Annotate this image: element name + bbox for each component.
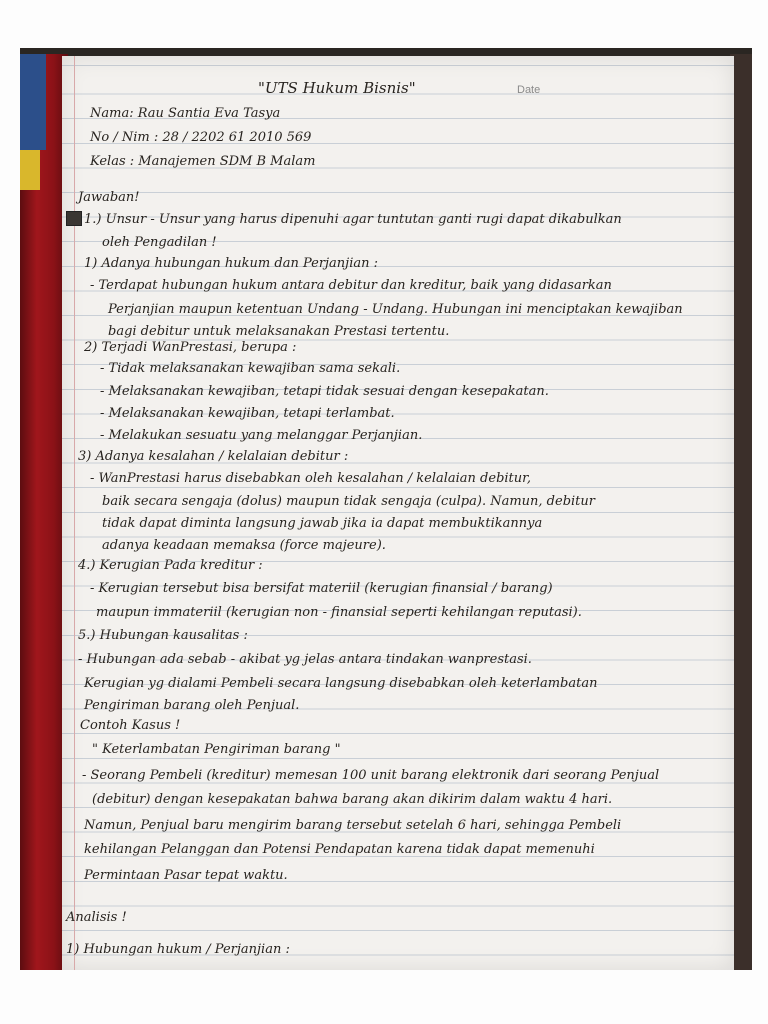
book-cover-blue: [20, 54, 46, 150]
date-label: Date: [517, 84, 541, 96]
handwritten-line: maupun immateriil (kerugian non - finansial seperti kehilangan reputasi).: [96, 605, 582, 620]
handwritten-line: adanya keadaan memaksa (force majeure).: [102, 538, 386, 553]
notebook-page: [62, 56, 734, 970]
handwritten-line: 5.) Hubungan kausalitas :: [78, 628, 248, 643]
case-heading: Contoh Kasus !: [80, 718, 181, 733]
handwritten-line: - Terdapat hubungan hukum antara debitur dan kreditur, baik yang didasarkan: [90, 278, 612, 293]
handwritten-line: 2) Terjadi WanPrestasi, berupa :: [84, 340, 297, 355]
handwritten-line: 3) Adanya kesalahan / kelalaian debitur :: [78, 449, 349, 464]
handwritten-line: bagi debitur untuk melaksanakan Prestasi tertentu.: [108, 324, 450, 339]
handwritten-line: tidak dapat diminta langsung jawab jika ia dapat membuktikannya: [102, 516, 543, 531]
handwritten-line: 1) Hubungan hukum / Perjanjian :: [66, 942, 290, 957]
handwritten-line: - WanPrestasi harus disebabkan oleh kesalahan / kelalaian debitur,: [90, 471, 532, 486]
handwritten-line: - Hubungan ada sebab - akibat yg jelas antara tindakan wanprestasi.: [78, 652, 532, 667]
answer-heading: Jawaban!: [78, 190, 140, 205]
handwritten-line: - Melaksanakan kewajiban, tetapi tidak sesuai dengan kesepakatan.: [100, 384, 549, 399]
class-line: Kelas : Manajemen SDM B Malam: [90, 154, 316, 169]
page-title: "UTS Hukum Bisnis": [258, 79, 416, 97]
handwritten-line: kehilangan Pelanggan dan Potensi Pendapatan karena tidak dapat memenuhi: [84, 842, 595, 857]
margin-line: [74, 56, 75, 970]
handwritten-line: - Seorang Pembeli (kreditur) memesan 100 unit barang elektronik dari seorang Penjual: [82, 768, 660, 783]
notebook-spine: [20, 54, 68, 970]
handwritten-line: 4.) Kerugian Pada kreditur :: [78, 558, 263, 573]
handwritten-line: - Melaksanakan kewajiban, tetapi terlambat.: [100, 406, 395, 421]
case-title: " Keterlambatan Pengiriman barang ": [92, 742, 341, 757]
handwritten-line: - Kerugian tersebut bisa bersifat materiil (kerugian finansial / barang): [90, 581, 553, 596]
name-line: Nama: Rau Santia Eva Tasya: [90, 106, 281, 121]
handwritten-line: Namun, Penjual baru mengirim barang tersebut setelah 6 hari, sehingga Pembeli: [84, 818, 622, 833]
handwritten-line: (debitur) dengan kesepakatan bahwa barang akan dikirim dalam waktu 4 hari.: [92, 792, 613, 807]
book-cover-yellow: [20, 150, 40, 190]
handwritten-line: 1) Adanya hubungan hukum dan Perjanjian :: [84, 256, 379, 271]
handwritten-line: baik secara sengaja (dolus) maupun tidak sengaja (culpa). Namun, debitur: [102, 494, 595, 509]
handwritten-line: Perjanjian maupun ketentuan Undang - Undang. Hubungan ini menciptakan kewajiban: [108, 302, 683, 317]
student-id-line: No / Nim : 28 / 2202 61 2010 569: [90, 130, 312, 145]
handwritten-line: oleh Pengadilan !: [102, 235, 217, 250]
handwritten-line: 1.) Unsur - Unsur yang harus dipenuhi agar tuntutan ganti rugi dapat dikabulkan: [84, 212, 622, 227]
handwritten-line: Kerugian yg dialami Pembeli secara langsung disebabkan oleh keterlambatan: [84, 676, 598, 691]
handwritten-line: - Tidak melaksanakan kewajiban sama sekali.: [100, 361, 401, 376]
analysis-heading: Analisis !: [66, 910, 127, 925]
handwritten-line: - Melakukan sesuatu yang melanggar Perjanjian.: [100, 428, 423, 443]
handwritten-line: Pengiriman barang oleh Penjual.: [84, 698, 300, 713]
handwritten-line: Permintaan Pasar tepat waktu.: [84, 868, 288, 883]
question-marker-icon: [66, 211, 82, 226]
